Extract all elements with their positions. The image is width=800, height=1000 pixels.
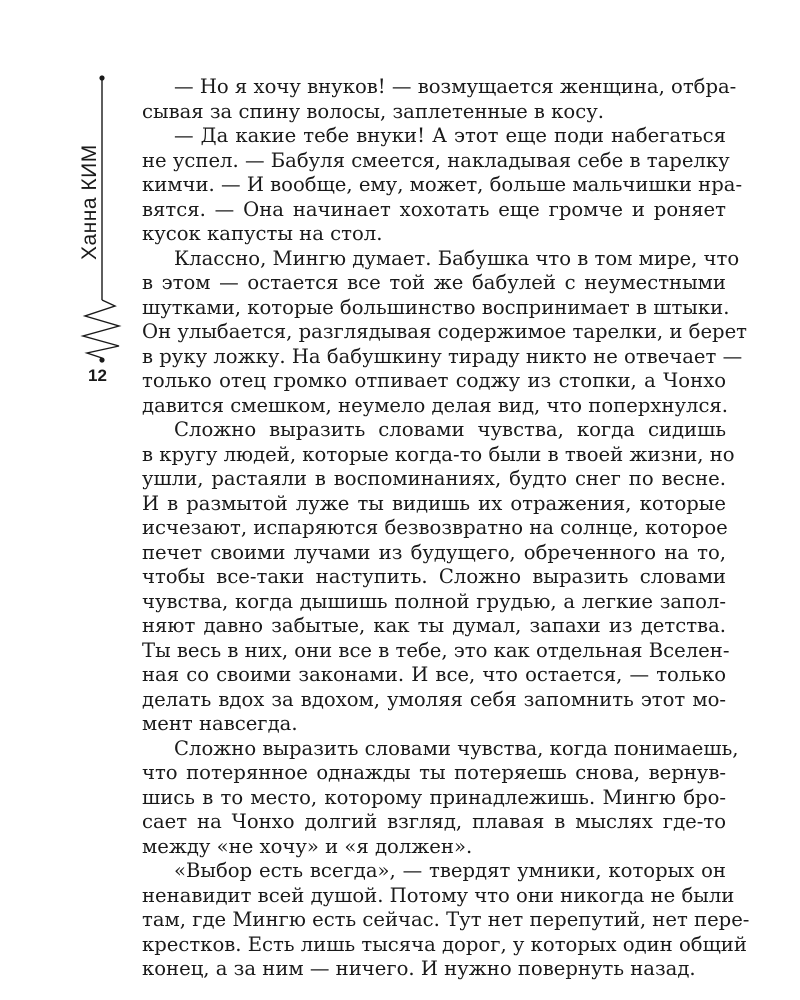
text-line: чтобы все-таки наступить. Сложно выразить словами [142, 565, 726, 588]
text-line: ушли, растаяли в воспоминаниях, будто снег по весне. [142, 467, 726, 490]
rule-dot-top [99, 75, 104, 80]
heartbeat-zigzag [83, 300, 119, 358]
text-line: чувства, когда дышишь полной грудью, а легкие запол- [142, 589, 726, 613]
rule-dot-bottom [99, 357, 104, 362]
page-number: 12 [88, 366, 107, 385]
heartbeat-line-ornament [75, 70, 135, 370]
text-line: Классно, Мингю думает. Бабушка что в том мире, что [174, 246, 740, 270]
text-line: Сложно выразить словами чувства, когда сидишь [174, 418, 726, 441]
text-line: вятся. — Она начинает хохотать еще громче и роняет [142, 197, 726, 221]
text-line: в руку ложку. На бабушкину тираду никто не отвечает — [142, 344, 743, 368]
text-line: что потерянное однажды ты потеряешь снова, вернув- [142, 761, 726, 784]
text-line: давится смешком, неумело делая вид, что поперхнулся. [142, 393, 729, 417]
text-line: не успел. — Бабуля смеется, накладывая себе в тарелку [142, 148, 730, 172]
text-line: печет своими лучами из будущего, обреченного на то, [142, 540, 726, 564]
text-line: там, где Мингю есть сейчас. Тут нет перепутий, нет пере- [142, 908, 750, 931]
text-line: в кругу людей, которые когда-то были в твоей жизни, но [142, 442, 735, 466]
text-line: Ты весь в них, они все в тебе, это как отдельная Вселен- [142, 638, 730, 662]
text-line: шутками, которые большинство воспринимает в штыки. [142, 295, 730, 319]
text-line: — Да какие тебе внуки! А этот еще поди набегаться [174, 124, 726, 147]
text-line: сает на Чонхо долгий взгляд, плавая в мыслях где-то [142, 810, 726, 833]
text-line: Сложно выразить словами чувства, когда понимаешь, [174, 736, 739, 760]
text-line: крестков. Есть лишь тысяча дорог, у которых один общий [142, 932, 747, 956]
text-line: в этом — остается все той же бабулей с неуместными [142, 271, 726, 294]
text-line: сывая за спину волосы, заплетенные в косу. [142, 99, 604, 123]
body-text [142, 75, 750, 982]
author-name: Ханна КИМ [78, 144, 101, 260]
text-line: между «не хочу» и «я должен». [142, 834, 473, 858]
text-line: кусок капусты на стол. [142, 222, 383, 245]
text-line: кимчи. — И вообще, ему, может, больше мальчишки нра- [142, 173, 743, 196]
text-line: няют давно забытые, как ты думал, запахи из детства. [142, 614, 726, 637]
text-line: делать вдох за вдохом, умоляя себя запомнить этот мо- [142, 687, 726, 711]
text-line: Он улыбается, разглядывая содержимое тарелки, и берет [142, 320, 748, 343]
text-line: ненавидит всей душой. Потому что они никогда не были [142, 883, 735, 907]
text-line: конец, а за ним — ничего. И нужно повернуть назад. [142, 957, 696, 980]
text-line: исчезают, испаряются безвозвратно на солнце, которое [142, 516, 728, 539]
text-line: «Выбор есть всегда», — твердят умники, которых он [174, 859, 726, 882]
text-line: — Но я хочу внуков! — возмущается женщина, отбра- [174, 75, 737, 98]
text-line: ная со своими законами. И все, что остается, — только [142, 663, 726, 686]
text-line: мент навсегда. [142, 712, 298, 735]
text-line: только отец громко отпивает соджу из стопки, а Чонхо [142, 369, 726, 392]
text-line: шись в то место, которому принадлежишь. Мингю бро- [142, 785, 726, 809]
text-line: И в размытой луже ты видишь их отражения, которые [142, 491, 726, 515]
